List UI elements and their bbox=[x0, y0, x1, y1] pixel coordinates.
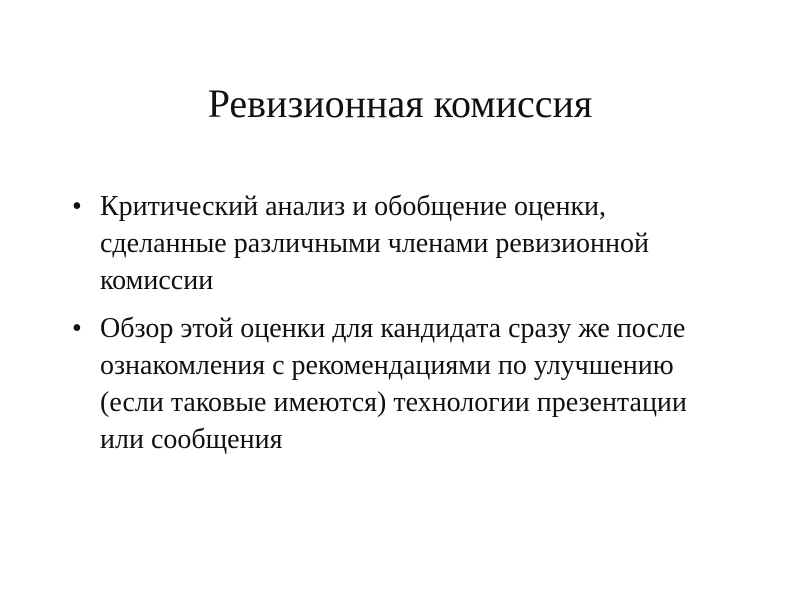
bullet-item bbox=[72, 310, 732, 458]
bullet-item bbox=[72, 188, 732, 299]
bullet-text: Обзор этой оценки для кандидата сразу же после ознакомления с рекомендациями по улучшению (если таковые имеются) технологии презентации или сообщения bbox=[100, 313, 687, 455]
slide-title: Ревизионная комиссия bbox=[207, 81, 593, 126]
bullet-icon: • bbox=[72, 313, 82, 344]
bullet-list bbox=[72, 188, 732, 469]
bullet-text: Критический анализ и обобщение оценки, сделанные различными членами ревизионной комиссии bbox=[100, 191, 649, 296]
bullet-icon: • bbox=[72, 191, 82, 222]
